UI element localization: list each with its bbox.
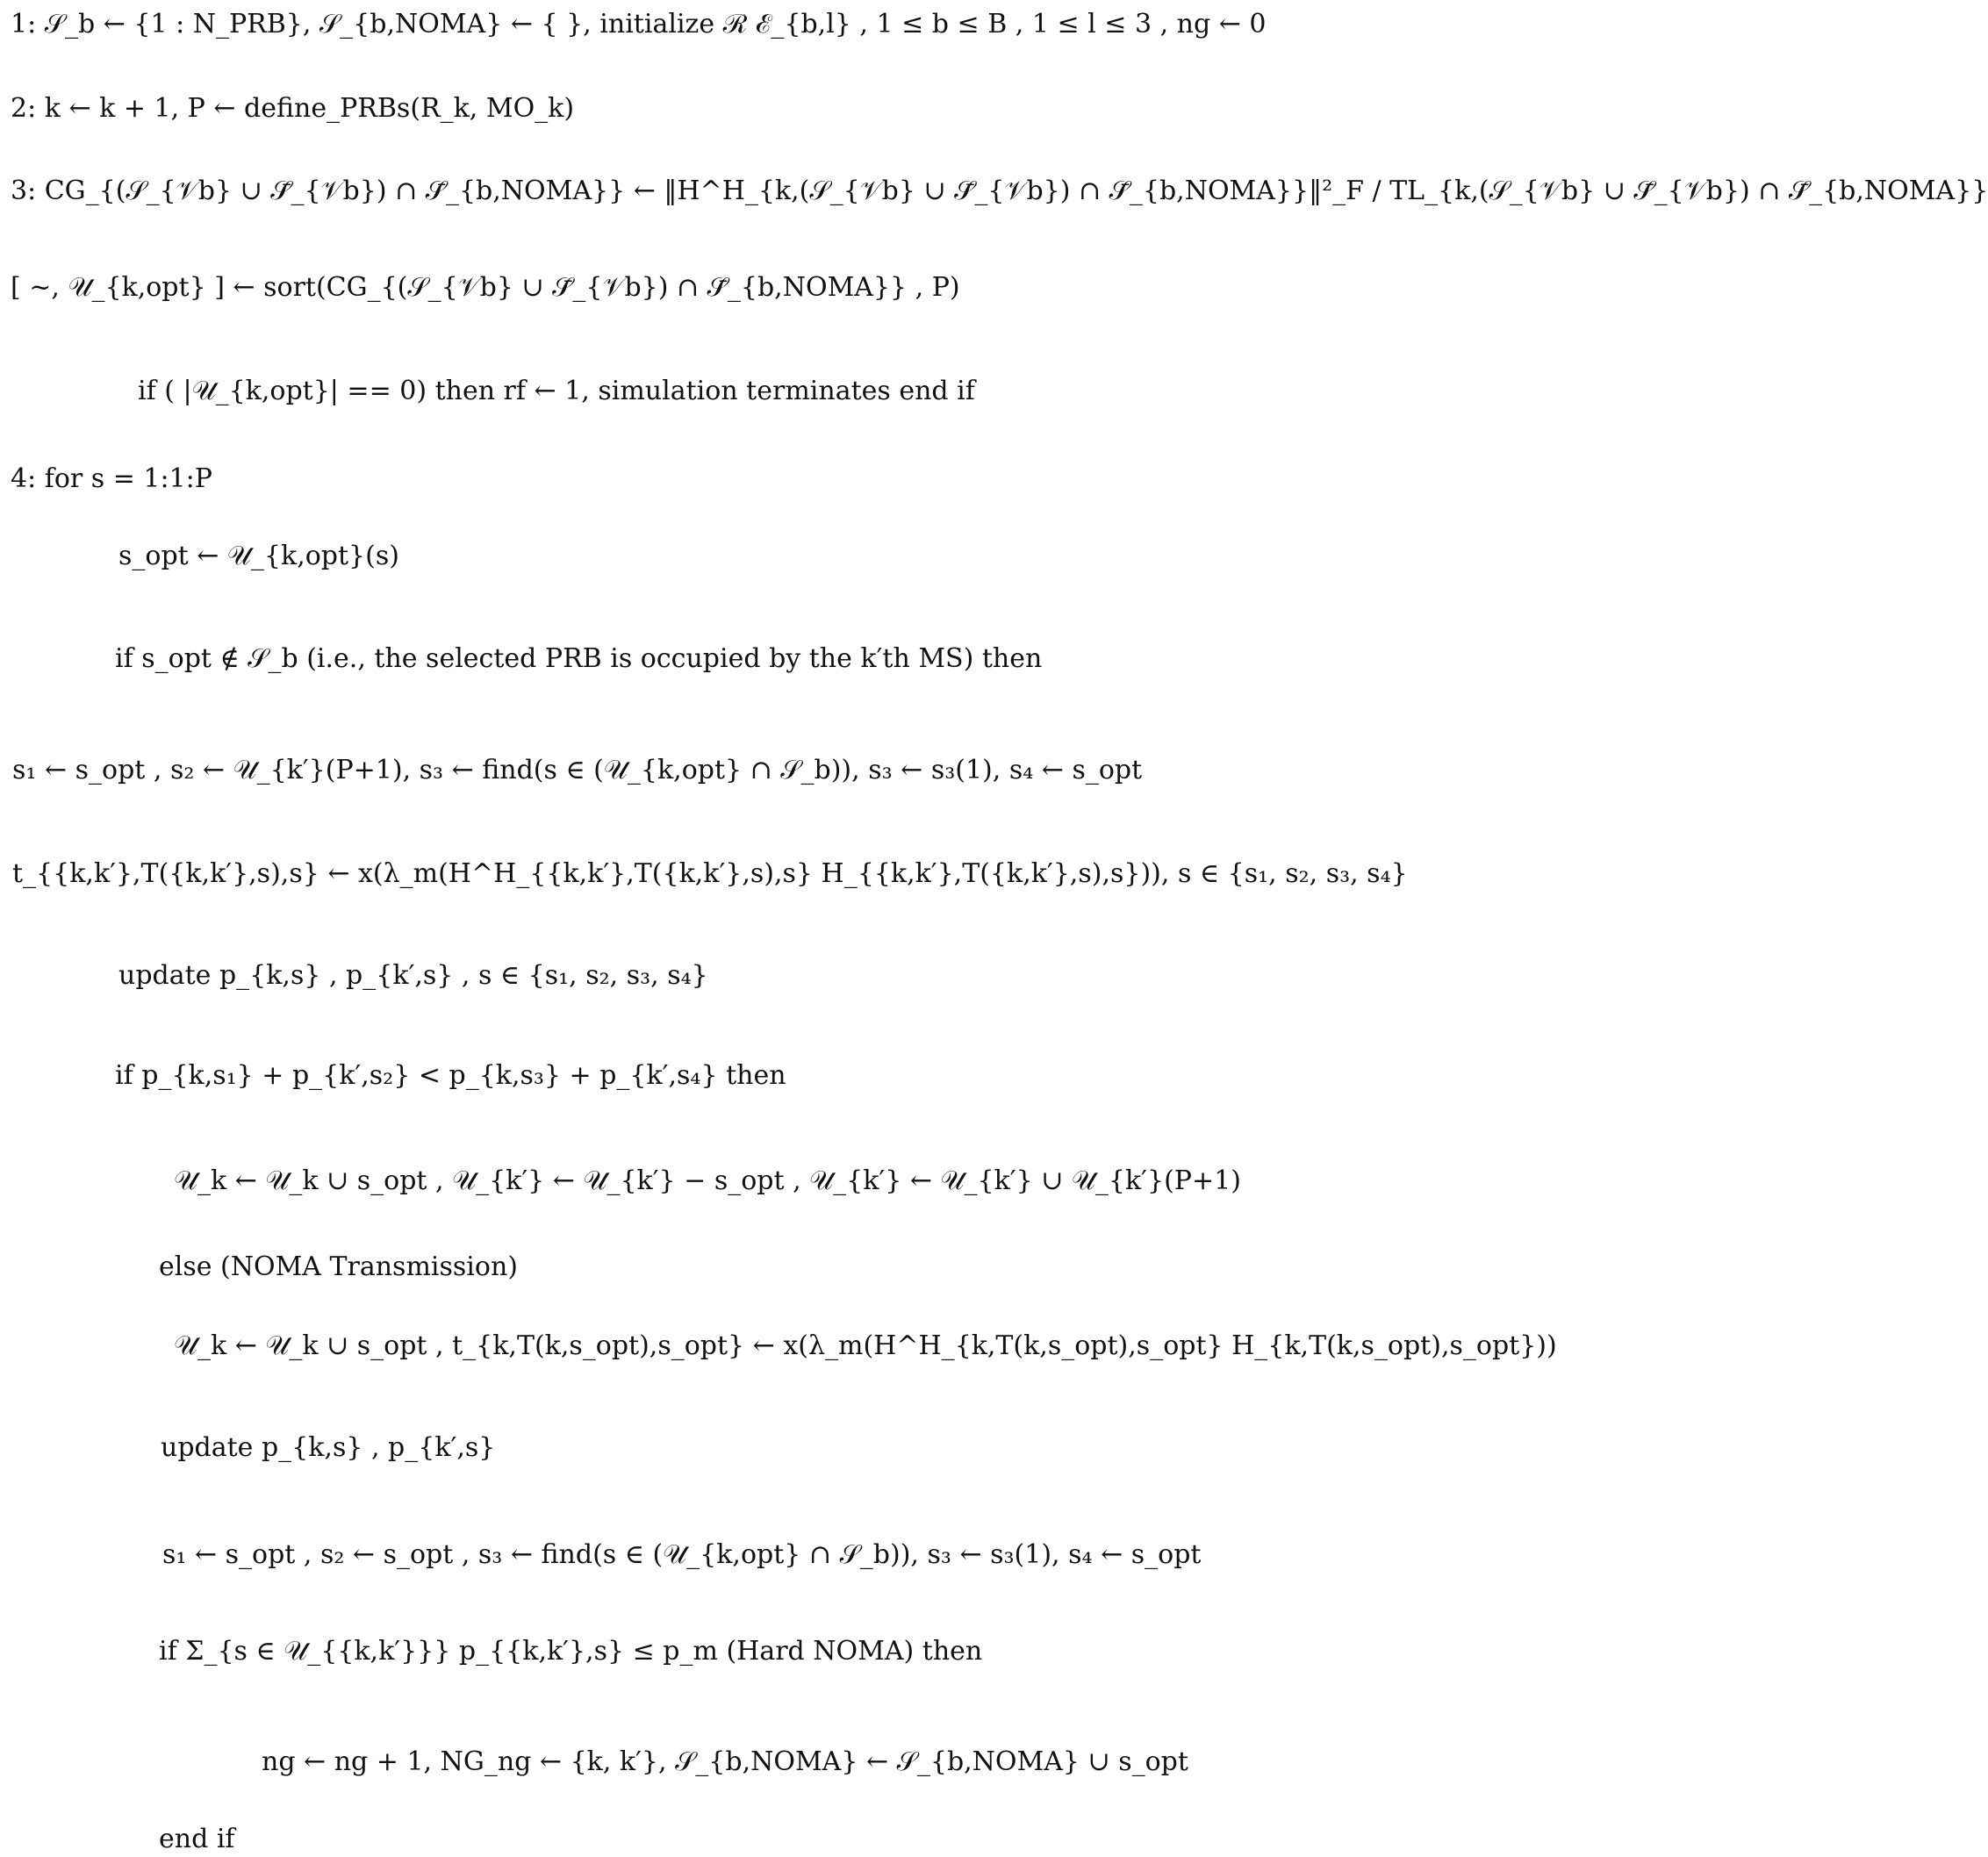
algorithm-ng-update-line <box>262 1745 1188 1780</box>
algorithm-line-2 <box>11 91 574 126</box>
algorithm-line-1 <box>11 7 1266 42</box>
line-text: 4: for s = 1:1:P <box>11 463 212 494</box>
algorithm-line-3 <box>11 174 1988 209</box>
line-text: 𝒰_k ← 𝒰_k ∪ s_opt , t_{k,T(k,s_opt),s_opt} ← x(λ_m(H^H_{k,T(k,s_opt),s_opt} H_{k,T(k,s_opt),s_opt})) <box>174 1330 1557 1361</box>
algorithm-end-if-line <box>159 1822 235 1857</box>
algorithm-sort-line <box>11 270 960 305</box>
line-text: s_opt ← 𝒰_{k,opt}(s) <box>118 541 399 571</box>
algorithm-else-line <box>159 1250 518 1285</box>
line-text: update p_{k,s} , p_{k′,s} , s ∈ {s₁, s₂, s₃, s₄} <box>118 960 708 991</box>
line-text: else (NOMA Transmission) <box>159 1251 518 1282</box>
line-text: end if <box>159 1824 235 1854</box>
line-text: ng ← ng + 1, NG_ng ← {k, k′}, 𝒮_{b,NOMA} ← 𝒮_{b,NOMA} ∪ s_opt <box>262 1746 1188 1777</box>
algorithm-if-occupied-line <box>115 642 1042 677</box>
line-text: if p_{k,s₁} + p_{k′,s₂} < p_{k,s₃} + p_{k′,s₄} then <box>115 1060 786 1091</box>
algorithm-s-assign-2-line <box>162 1538 1201 1573</box>
algorithm-sopt-line <box>118 539 399 574</box>
algorithm-update-power-2-line <box>161 1430 495 1466</box>
line-text: s₁ ← s_opt , s₂ ← 𝒰_{k′}(P+1), s₃ ← find(s ∈ (𝒰_{k,opt} ∩ 𝒮_b)), s₃ ← s₃(1), s₄ ← s_opt <box>12 755 1143 785</box>
line-text: [ ~, 𝒰_{k,opt} ] ← sort(CG_{(𝒮_{𝒱b} ∪ 𝒮̄_{𝒱b}) ∩ 𝒮̄_{b,NOMA}} , P) <box>11 272 960 303</box>
line-text: if ( |𝒰_{k,opt}| == 0) then rf ← 1, simulation terminates end if <box>138 376 975 406</box>
algorithm-update-power-line <box>118 958 708 993</box>
algorithm-s-assign-line <box>12 753 1142 788</box>
line-text: 2: k ← k + 1, P ← define_PRBs(R_k, MO_k) <box>11 93 575 124</box>
line-text: 3: CG_{(𝒮_{𝒱b} ∪ 𝒮̄_{𝒱b}) ∩ 𝒮̄_{b,NOMA}} ← ‖H^H_{k,(𝒮_{𝒱b} ∪ 𝒮̄_{𝒱b}) ∩ 𝒮̄_{b,NOMA}}‖²_F / TL_{k,(𝒮_{𝒱b} ∪ 𝒮̄_{𝒱b}) ∩ 𝒮̄_{b,NOMA}} <box>11 176 1988 206</box>
algorithm-union-line <box>174 1164 1241 1199</box>
algorithm-noma-precoder-line <box>174 1329 1557 1364</box>
line-text: 𝒰_k ← 𝒰_k ∪ s_opt , 𝒰_{k′} ← 𝒰_{k′} − s_opt , 𝒰_{k′} ← 𝒰_{k′} ∪ 𝒰_{k′}(P+1) <box>174 1165 1241 1196</box>
line-text: t_{{k,k′},T({k,k′},s),s} ← x(λ_m(H^H_{{k,k′},T({k,k′},s),s} H_{{k,k′},T({k,k′},s),s})), s ∈ {s₁, s₂, s₃, s₄} <box>12 858 1408 889</box>
line-text: s₁ ← s_opt , s₂ ← s_opt , s₃ ← find(s ∈ (𝒰_{k,opt} ∩ 𝒮_b)), s₃ ← s₃(1), s₄ ← s_opt <box>162 1539 1202 1570</box>
algorithm-line-4-for <box>11 462 212 497</box>
line-text: 1: 𝒮_b ← {1 : N_PRB}, 𝒮_{b,NOMA} ← { }, initialize ℛ ℰ_{b,l} , 1 ≤ b ≤ B , 1 ≤ l ≤ 3 , ng ← 0 <box>11 9 1267 39</box>
algorithm-if-power-line <box>115 1058 786 1093</box>
algorithm-precoder-line <box>12 857 1408 892</box>
algorithm-if-empty-line <box>138 374 975 409</box>
line-text: if Σ_{s ∈ 𝒰_{{k,k′}}} p_{{k,k′},s} ≤ p_m (Hard NOMA) then <box>159 1636 983 1667</box>
line-text: if s_opt ∉ 𝒮_b (i.e., the selected PRB is occupied by the k′th MS) then <box>115 643 1043 674</box>
line-text: update p_{k,s} , p_{k′,s} <box>161 1432 496 1463</box>
algorithm-hard-noma-line <box>159 1634 982 1669</box>
